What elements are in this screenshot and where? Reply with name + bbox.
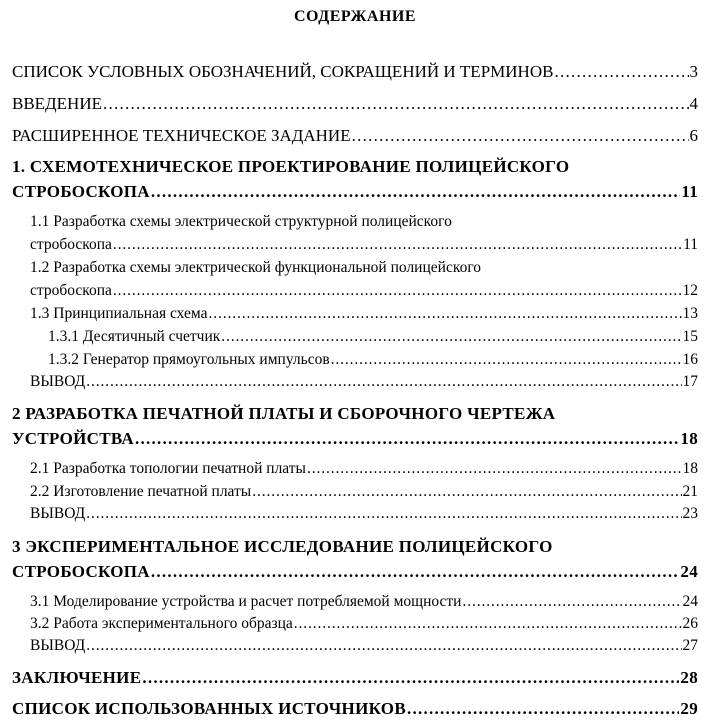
toc-page-number: 24: [680, 562, 698, 581]
toc-entry-text: 3.2 Работа экспериментального образца: [30, 615, 293, 632]
toc-page-number: 24: [682, 593, 698, 610]
toc-leader-dots: [151, 562, 680, 582]
toc-entry-text: 1.3.2 Генератор прямоугольных импульсов: [48, 351, 330, 368]
toc-page-number: 26: [682, 615, 698, 632]
toc-entry-conclusion-2[interactable]: [30, 505, 698, 523]
toc-entry-text: 1.3 Принципиальная схема: [30, 305, 208, 322]
toc-leader-dots: [86, 505, 681, 523]
toc-entry-text: ЗАКЛЮЧЕНИЕ: [12, 668, 142, 687]
toc-leader-dots: [554, 62, 688, 82]
toc-entry-1-3-2[interactable]: [48, 351, 698, 369]
toc-entry-text-line1: 1.2 Разработка схемы электрической функциональной полицейского: [30, 259, 482, 276]
toc-leader-dots: [252, 483, 681, 501]
toc-leader-dots: [135, 429, 679, 449]
toc-page-number: 12: [682, 282, 698, 299]
toc-page-number: 6: [689, 126, 698, 145]
toc-page-number: 13: [682, 305, 698, 322]
toc-title: СОДЕРЖАНИЕ: [293, 8, 417, 25]
toc-entry-3-1[interactable]: [30, 593, 698, 611]
toc-page-number: 4: [689, 94, 698, 113]
toc-entry-1-1[interactable]: [30, 213, 698, 254]
toc-entry-chapter-2[interactable]: [12, 404, 698, 449]
toc-entry-text: 1.3.1 Десятичный счетчик: [48, 328, 221, 345]
toc-entry-conclusion-3[interactable]: [30, 637, 698, 655]
toc-entry-text: ВВЕДЕНИЕ: [12, 94, 102, 113]
toc-leader-dots: [462, 593, 681, 611]
toc-entry-text-line1: 1.1 Разработка схемы электрической структурной полицейского: [30, 213, 452, 230]
toc-entry-1-3-1[interactable]: [48, 328, 698, 346]
toc-entry-text: ВЫВОД: [30, 505, 86, 522]
toc-leader-dots: [142, 668, 679, 688]
toc-entry-3-2[interactable]: [30, 615, 698, 633]
toc-page-number: 28: [680, 668, 698, 687]
toc-page-number: 23: [682, 505, 698, 522]
toc-entry-text: ВЫВОД: [30, 637, 86, 654]
toc-leader-dots: [113, 236, 682, 254]
toc-entry-text: СТРОБОСКОПА: [12, 562, 150, 581]
toc-page-number: 11: [683, 236, 698, 253]
toc-page-number: 17: [682, 373, 698, 390]
toc-page-number: 18: [680, 429, 698, 448]
toc-page-number: 16: [682, 351, 698, 368]
toc-entry-technical-task[interactable]: [12, 126, 698, 146]
toc-entry-references[interactable]: [12, 699, 698, 719]
toc-entry-text: СПИСОК УСЛОВНЫХ ОБОЗНАЧЕНИЙ, СОКРАЩЕНИЙ И ТЕРМИНОВ: [12, 62, 554, 81]
toc-entry-chapter-3[interactable]: [12, 537, 698, 582]
toc-entry-text: стробоскопа: [30, 282, 112, 299]
toc-leader-dots: [294, 615, 682, 633]
toc-page-number: 29: [680, 699, 698, 718]
toc-entry-2-2[interactable]: [30, 483, 698, 501]
toc-leader-dots: [86, 373, 681, 391]
toc-entry-text: СПИСОК ИСПОЛЬЗОВАННЫХ ИСТОЧНИКОВ: [12, 699, 406, 718]
toc-leader-dots: [208, 305, 681, 323]
toc-entry-text-line1: 2 РАЗРАБОТКА ПЕЧАТНОЙ ПЛАТЫ И СБОРОЧНОГО ЧЕРТЕЖА: [12, 404, 556, 423]
toc-entry-text-line1: 1. СХЕМОТЕХНИЧЕСКОЕ ПРОЕКТИРОВАНИЕ ПОЛИЦЕЙСКОГО: [12, 157, 570, 176]
toc-leader-dots: [151, 182, 680, 202]
toc-entry-chapter-1[interactable]: [12, 157, 698, 202]
toc-leader-dots: [86, 637, 681, 655]
toc-entry-text: УСТРОЙСТВА: [12, 429, 134, 448]
toc-leader-dots: [307, 460, 682, 478]
toc-leader-dots: [221, 328, 681, 346]
toc-entry-text: 3.1 Моделирование устройства и расчет потребляемой мощности: [30, 593, 462, 610]
toc-entry-1-3[interactable]: [30, 305, 698, 323]
toc-page-number: 3: [689, 62, 698, 81]
toc-page-number: 18: [682, 460, 698, 477]
toc-entry-text: стробоскопа: [30, 236, 112, 253]
toc-leader-dots: [113, 282, 682, 300]
toc-page-number: 21: [682, 483, 698, 500]
toc-entry-text: РАСШИРЕННОЕ ТЕХНИЧЕСКОЕ ЗАДАНИЕ: [12, 126, 351, 145]
toc-entry-conclusion-1[interactable]: [30, 373, 698, 391]
toc-entry-text: ВЫВОД: [30, 373, 86, 390]
toc-page-number: 27: [682, 637, 698, 654]
toc-entry-text-line1: 3 ЭКСПЕРИМЕНТАЛЬНОЕ ИССЛЕДОВАНИЕ ПОЛИЦЕЙСКОГО: [12, 537, 553, 556]
toc-entry-introduction[interactable]: [12, 94, 698, 114]
toc-leader-dots: [103, 94, 689, 114]
toc-leader-dots: [352, 126, 689, 146]
toc-entry-conclusion[interactable]: [12, 668, 698, 688]
toc-entry-1-2[interactable]: [30, 259, 698, 300]
toc-entry-text: 2.2 Изготовление печатной платы: [30, 483, 252, 500]
toc-entry-abbreviations[interactable]: [12, 62, 698, 82]
toc-leader-dots: [331, 351, 682, 369]
toc-page-number: 15: [682, 328, 698, 345]
toc-entry-text: СТРОБОСКОПА: [12, 182, 150, 201]
toc-entry-text: 2.1 Разработка топологии печатной платы: [30, 460, 306, 477]
toc-page-number: 11: [681, 182, 698, 201]
toc-entry-2-1[interactable]: [30, 460, 698, 478]
toc-leader-dots: [407, 699, 679, 719]
